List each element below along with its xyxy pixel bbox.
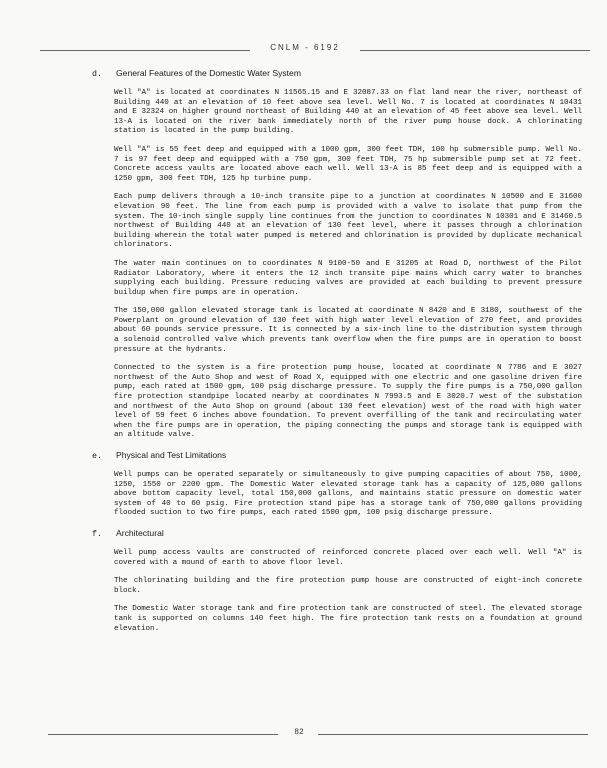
paragraph: The chlorinating building and the fire protection pump house are constructed of eight-inch concrete block. xyxy=(114,577,582,595)
section-letter: f. xyxy=(92,529,102,539)
document-body xyxy=(92,68,582,638)
footer-rule-right xyxy=(318,734,588,735)
paragraph: The water main continues on to coordinates N 9100-50 and E 31205 at Road D, northwest of the Pilot Radiator Laboratory, where it enters the 12 inch transite pipe mains which carry water to branches supplying each building. Pressure reducing valves are provided at each building to prevent pressure buildup when fire pumps are in operation. xyxy=(114,259,582,297)
paragraph: Well pumps can be operated separately or simultaneously to give pumping capacities of about 750, 1000, 1250, 1550 or 2200 gpm. The Domestic Water elevated storage tank has a capacity of 125,000 gallons above bottom capacity level, total 150,000 gallons, and maintains static pressure on domestic water system of 40 to 60 psig. Fire protection stand pipe has a storage tank of 750,000 gallons providing flooded suction to two fire pumps, each rated 1500 gpm, 100 psig discharge pressure. xyxy=(114,471,582,518)
paragraph: The Domestic Water storage tank and fire protection tank are constructed of steel. The elevated storage tank is supported on columns 140 feet high. The fire protection tank rests on a foundation at ground elevation. xyxy=(114,605,582,633)
section-heading-e xyxy=(92,450,582,462)
section-heading-d xyxy=(92,68,582,80)
header-rule-left xyxy=(40,50,250,51)
section-letter: d. xyxy=(92,70,102,79)
footer-rule-left xyxy=(48,734,278,735)
section-title: Physical and Test Limitations xyxy=(116,450,227,460)
section-letter: e. xyxy=(92,452,102,461)
section-heading-f xyxy=(92,528,582,540)
section-title: Architectural xyxy=(116,527,164,538)
document-id: CNLM - 6192 xyxy=(270,43,340,52)
section-title: General Features of the Domestic Water System xyxy=(116,68,301,78)
paragraph: The 150,000 gallon elevated storage tank is located at coordinate N 8420 and E 3180, southwest of the Powerplant on ground elevation of 130 feet with high water level elevation of 270 feet, and provides about 60 pounds service pressure. It is connected by a six-inch line to the distribution system through a solenoid controlled valve which prevents tank overflow when the fire pumps are in operation to boost pressure at the hydrants. xyxy=(114,307,582,354)
paragraph: Well pump access vaults are constructed of reinforced concrete placed over each well. Well "A" is covered with a mound of earth to above floor level. xyxy=(114,548,582,567)
paragraph: Well "A" is 55 feet deep and equipped with a 1000 gpm, 300 feet TDH, 100 hp submersible pump. Well No. 7 is 97 feet deep and equipped with a 750 gpm, 300 feet TDH, 75 hp submersible pump set at 72 feet. Concrete access vaults are located above each well. Well 13-A is 85 feet deep and is equipped with a 1250 gpm, 300 feet TDH, 125 hp turbine pump. xyxy=(114,145,582,183)
header-rule-right xyxy=(360,50,590,51)
page-number: 82 xyxy=(294,728,304,737)
paragraph: Well "A" is located at coordinates N 11565.15 and E 32087.33 on flat land near the river, northeast of Building 440 at an elevation of 10 feet above sea level. Well No. 7 is located at coordinates N 10431 and E 32324 on higher ground northeast of Building 440 at an elevation of 45 feet above sea level. Well 13-A is located on the river bank immediately north of the river pump house dock. A chlorinating station is located in the pump building. xyxy=(114,89,582,136)
paragraph: Each pump delivers through a 10-inch transite pipe to a junction at coordinates N 10500 and E 31600 elevation 90 feet. The line from each pump is provided with a valve to isolate that pump from the system. The 10-inch single supply line continues from the junction to coordinates N 10301 and E 31460.5 northwest of Building 440 at an elevation of 130 feet level, where it passes through a chlorination building wherein the total water pumped is metered and chlorination is provided by duplicate mechanical chlorinators. xyxy=(114,193,582,250)
paragraph: Connected to the system is a fire protection pump house, located at coordinate N 7786 and E 3027 northwest of the Auto Shop and west of Road X, equipped with one electric and one gasoline driven fire pump, each rated at 1500 gpm, 100 psig discharge pressure. To supply the fire pumps is a 750,000 gallon fire protection standpipe located nearby at coordinates N 7993.5 and E 3020.7 west of the substation and northwest of the Auto Shop on ground (about 130 feet elevation) west of the road with high water level of 59 feet 6 inches above foundation. To prevent overfilling of the tank and recirculating water when the fire pumps are in operation, the piping connecting the pumps and storage tank is equipped with an altitude valve. xyxy=(114,364,582,440)
